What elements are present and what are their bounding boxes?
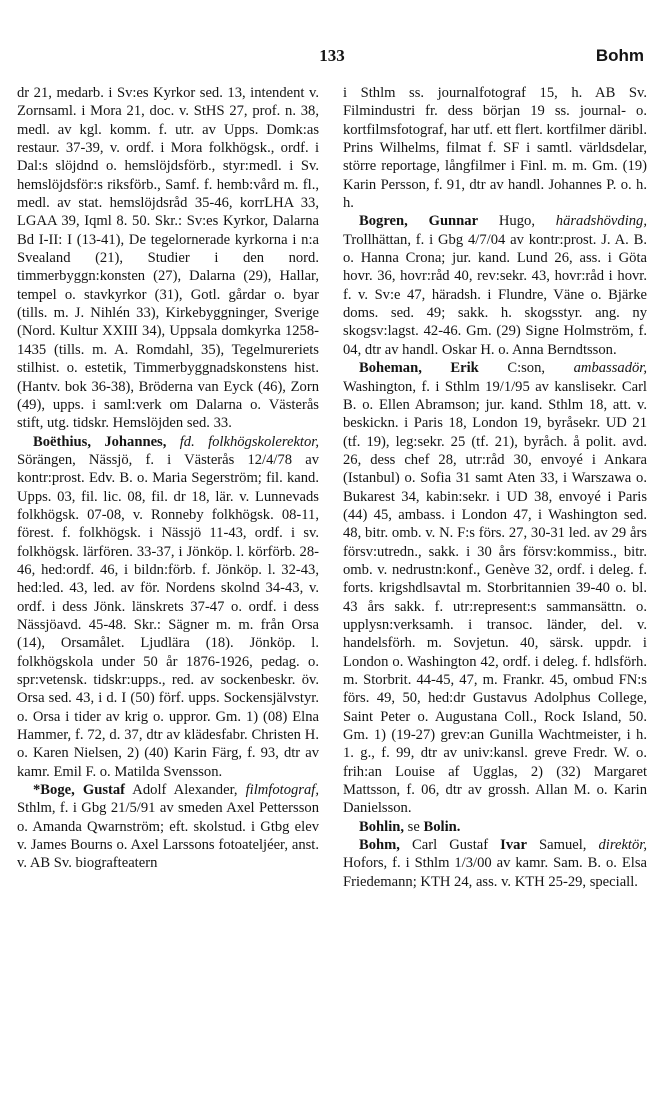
entry-headword: *Boge, Gustaf <box>33 782 126 799</box>
entry-title: ambassadör, <box>573 360 647 377</box>
entry-bogren <box>343 212 647 359</box>
entry-text: C:son, <box>478 360 574 377</box>
entry-continuation <box>17 84 319 433</box>
running-head: Bohm <box>595 46 644 65</box>
entry-text: Adolf Alexander, <box>125 782 246 799</box>
entry-text: Carl Gustaf <box>399 837 501 854</box>
page-number: 133 <box>319 46 345 65</box>
entry-boethius <box>17 433 319 782</box>
entry-title: fd. folkhögskolerektor, <box>179 433 319 450</box>
page-header <box>16 46 648 70</box>
entry-boge <box>17 781 319 873</box>
entry-title: filmfotograf, <box>245 782 319 799</box>
entry-title: häradshövding, <box>555 213 647 230</box>
entry-text: Hofors, f. i Sthlm 1/3/00 av kamr. Sam. B. o. Elsa Friedemann; KTH 24, ass. v. KTH 25-29, speciall. <box>343 855 647 890</box>
entry-headword: Bohm, <box>359 837 400 854</box>
entry-headword: Bohlin, <box>359 818 405 835</box>
entry-cross-reference: Bolin. <box>423 818 461 835</box>
entry-text: Hugo, <box>478 213 556 230</box>
entry-headword: Boheman, Erik <box>359 360 479 377</box>
entry-text: Sörängen, Nässjö, f. i Västerås 12/4/78 av kontr:prost. Edv. B. o. Maria Segerström; fil. kand. Upps. 03, fil. lic. 08, fil. dr 18, lär. v. Lunnevads folkhögsk. 07-08, v. Ronneby folkhögsk. 08-11, förest. f. folkhögsk. i Nässjö 11-43, ordf. i sv. folkhögsk. lärfören. 33-37, i Jönköp. l. körförb. 28-46, hed:ordf. 46, i bildn:förb. f. Jönköp. l. 32-43, hed:led. 43, led. av för. Nordens skolnd 34-43, v. ordf. i dess Jönk. länskrets 37-47 o. ordf. i dess Nässjöavd. 45-48. Skr.: Sägner m. m. från Orsa (14), Orsamålet. Ljudlära (18). Jönköp. l. folkhögskola under 50 år 1876-1926, pedag. o. spr:vetensk. tidskr:upps., red. av sockenbeskr. öv. Orsa sed. 43, i d. I (50) förf. upps. Sockensjälvstyr. o. Orsa i tider av krig o. uppror. Gm. 1) (08) Elna Hammer, f. 72, d. 37, dtr av klädesfabr. Christen H. o. Karen Nielsen, 2) (40) Karin Färg, f. 93, dtr av kamr. Emil F. o. Matilda Svensson. <box>17 451 319 780</box>
entry-headword: Bogren, Gunnar <box>359 213 479 230</box>
entry-headword-given-name: Ivar <box>500 837 527 854</box>
entry-bohlin <box>343 818 647 836</box>
left-column <box>17 84 319 873</box>
entry-bohm <box>343 836 647 891</box>
entry-text: dr 21, medarb. i Sv:es Kyrkor sed. 13, intendent v. Zornsaml. i Mora 21, doc. v. StHS 27, prof. n. 38, medl. av kgl. komm. f. utr. av Upps. Domk:as restaur. 37-39, v. ordf. i Mora folkhögsk., ordf. i Dal:s slöjdnd o. hemslöjdsförb., styr:medl. i Sv. hemslöjdsför:s riksförb., Samf. f. hemb:vård m. fl., medl. av stat. hemslöjdsråd 35-46, korrLHA 33, LGAA 39, Iqml 8. 50. Skr.: Sv:es Kyrkor, Dalarna Bd I-II: I (13-41), De tegelornerade kyrkorna i n:a Svealand (21), Studier i den nord. timmerbyggn:konsten (27), Dalarna (29), Hallar, tempel o. stavkyrkor (31), Gotl. gårdar o. byar (tills. m. J. Nihlén 33), Kirkebyggninger, Sverige (Nord. Kultur XXIII 34), Uppsala domkyrka 1258-1435 (tills. m. A. Romdahl, 35), Tegelmureriets stilhist. o. estetik, Timmerbyggnadskonstens hist. (Hantv. bok 36-38), Bröderna van Eyck (46), Zorn (49), upps. i saml:verk om Dalarna o. Västerås stift, utg. tidskr. Hemslöjden sed. 33. <box>17 85 319 432</box>
entry-text: Trollhättan, f. i Gbg 4/7/04 av kontr:prost. J. A. B. o. Hanna Crona; jur. kand. Lund 26, ass. i Göta hovr. 36, hovr:råd 40, rev:sekr. 43, hovr:råd i hovr. f. v. Sv:e 47, häradsh. i Flundre, Väne o. Bjärke doms. sed. 49; sakk. h. skogsstyr. ang. ny skogsv:lagst. 42-46. Gm. (29) Signe Holmström, f. 04, dtr av handl. Oskar H. o. Anna Berndtsson. <box>343 231 647 358</box>
right-column <box>343 84 647 891</box>
entry-text: i Sthlm ss. journalfotograf 15, h. AB Sv. Filmindustri fr. dess början 19 ss. journal- o. kortfilmsfotograf, har utf. ett flert. kortfilmer däribl. Prins Wilhelms, filmat f. SF i samtl. världsdelar, större reportage, långfilmer i Finl. m. m. Gm. (19) Karin Persson, f. 91, dtr av handl. Johannes P. o. h. h. <box>343 85 647 212</box>
entry-headword: Boëthius, Johannes, <box>33 433 167 450</box>
entry-text: Samuel, <box>526 837 599 854</box>
entry-text: Washington, f. i Sthlm 19/1/95 av kanslisekr. Carl B. o. Ellen Abramson; jur. kand. Sthlm 18, att. v. beskickn. i Paris 18, London 19, byråsekr. UD 21 (tf. 19), leg:sekr. 25 (tf. 21), byråch. å polit. avd. 26, dess chef 28, utr:råd 30, envoyé i Ankara (Istanbul) o. Sofia 31 samt Aten 33, i Warszawa o. Bukarest 34, kabin:sekr. i UD 38, envoyé i Paris (44) 45, ambass. i London 47, i Washington sed. 48, bitr. omb. v. N. F:s förs. 27, 30-31 led. av 29 års försv:utredn., sakk. i 30 års försv:kommiss., bitr. omb. v. nedrustn:konf., Genève 32, ordf. i deleg. f. forts. krigshdlsavtal m. Storbritannien 39-40 o. bl. 43 års sakk. f. utr:represent:s sammansättn. o. upplysn:verksamh. i transoc. länder, del. v. handelsförh. m. Sovjetun. 40, särsk. uppdr. i London o. Washington 42, ordf. i deleg. f. hdlsförh. m. Storbrit. 44-45, 47, m. Frankr. 45, ombud FN:s förs. 49, 50, hed:dr Gustavus Adolphus College, Saint Peter o. Augustana Coll., Rock Island, 50. Gm. 1) (19-27) grev:an Gunilla Wachtmeister, i h. 1. g., f. 99, dtr av univ:kansl. greve Fredr. W. o. frih:an Louise af Ugglas, 2) (32) Margaret Mattsson, f. 06, dtr av grossh. Allan M. o. Karin Danielsson. <box>343 378 647 817</box>
entry-boheman <box>343 359 647 818</box>
entry-text: Sthlm, f. i Gbg 21/5/91 av smeden Axel Pettersson o. Amanda Qwarnström; eft. skolstud. i Gtbg elev v. James Bourns o. Axel Larssons fotoateljéer, anst. v. AB Sv. biografteatern <box>17 800 319 872</box>
entry-title: direktör, <box>598 837 647 854</box>
entry-text: se <box>404 818 424 835</box>
entry-continuation <box>343 84 647 212</box>
